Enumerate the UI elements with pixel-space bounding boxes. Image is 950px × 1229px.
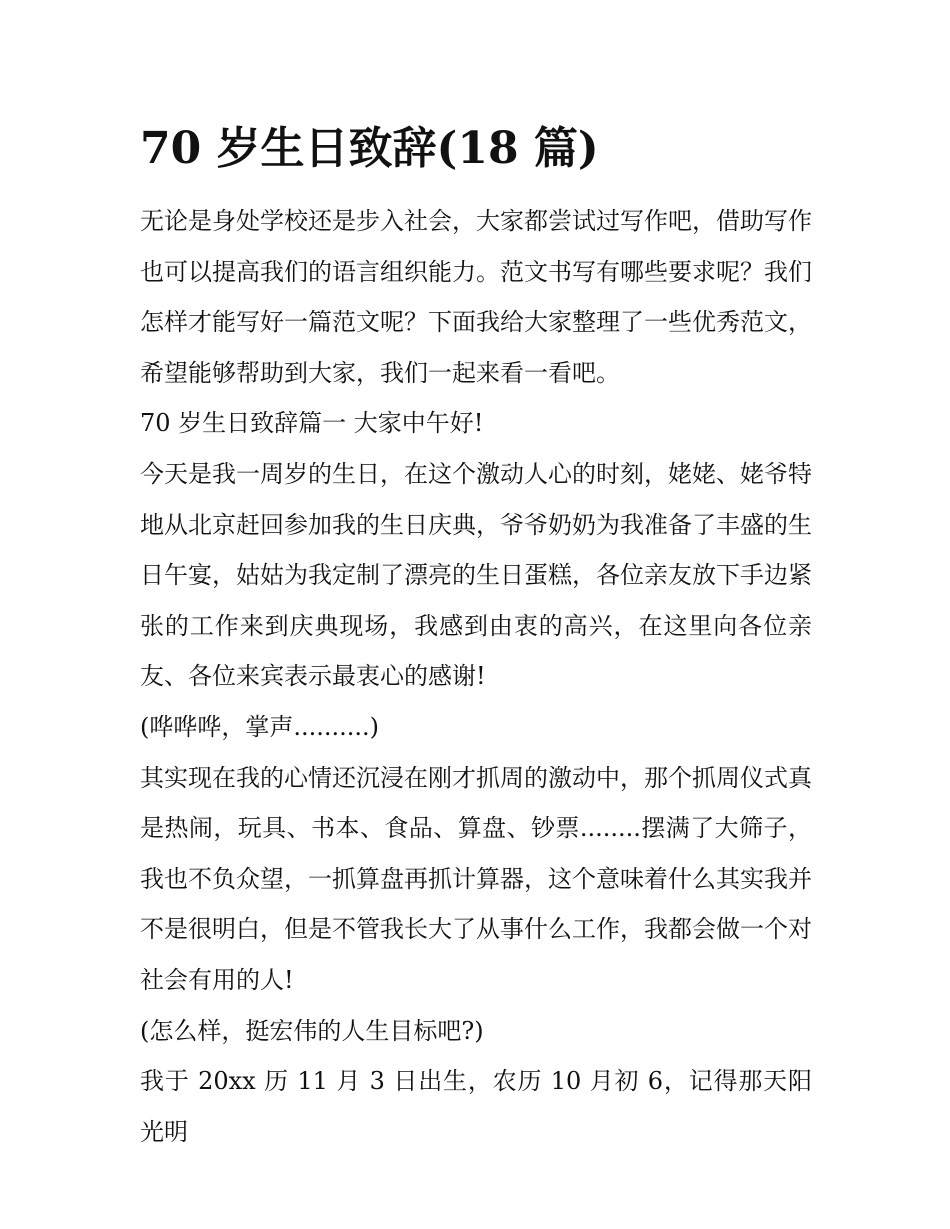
paragraph-birthday-speech: 今天是我一周岁的生日，在这个激动人心的时刻，姥姥、姥爷特地从北京赶回参加我的生日庆典，爷爷奶奶为我准备了丰盛的生日午宴，姑姑为我定制了漂亮的生日蛋糕，各位亲友放下手边紧张的工作来到庆典现场，我感到由衷的高兴，在这里向各位亲友、各位来宾表示最衷心的感谢! xyxy=(140,459,812,691)
paragraph-zhuazhou: 其实现在我的心情还沉浸在刚才抓周的激动中，那个抓周仪式真是热闹，玩具、书本、食品、算盘、钞票........摆满了大筛子，我也不负众望，一抓算盘再抓计算器，这个意味着什么其实我并不是很明白，但是不管我长大了从事什么工作，我都会做一个对社会有用的人! xyxy=(140,763,812,994)
document-title: 70 岁生日致辞(18 篇) xyxy=(140,123,599,174)
paragraph-intro: 无论是身处学校还是步入社会，大家都尝试过写作吧，借助写作也可以提高我们的语言组织能力。范文书写有哪些要求呢？我们怎样才能写好一篇范文呢？下面我给大家整理了一些优秀范文，希望能够帮助到大家，我们一起来看一看吧。 xyxy=(140,207,812,387)
paragraph-applause: (哗哗哗，掌声..........) xyxy=(140,712,380,741)
document-page xyxy=(140,118,812,1157)
paragraph-section-heading: 70 岁生日致辞篇一 大家中午好! xyxy=(140,409,484,438)
paragraph-aside: (怎么样，挺宏伟的人生目标吧?) xyxy=(140,1016,484,1045)
paragraph-birth-date: 我于 20xx 历 11 月 3 日出生，农历 10 月初 6，记得那天阳光明 xyxy=(140,1067,812,1146)
document-body xyxy=(140,196,812,1157)
